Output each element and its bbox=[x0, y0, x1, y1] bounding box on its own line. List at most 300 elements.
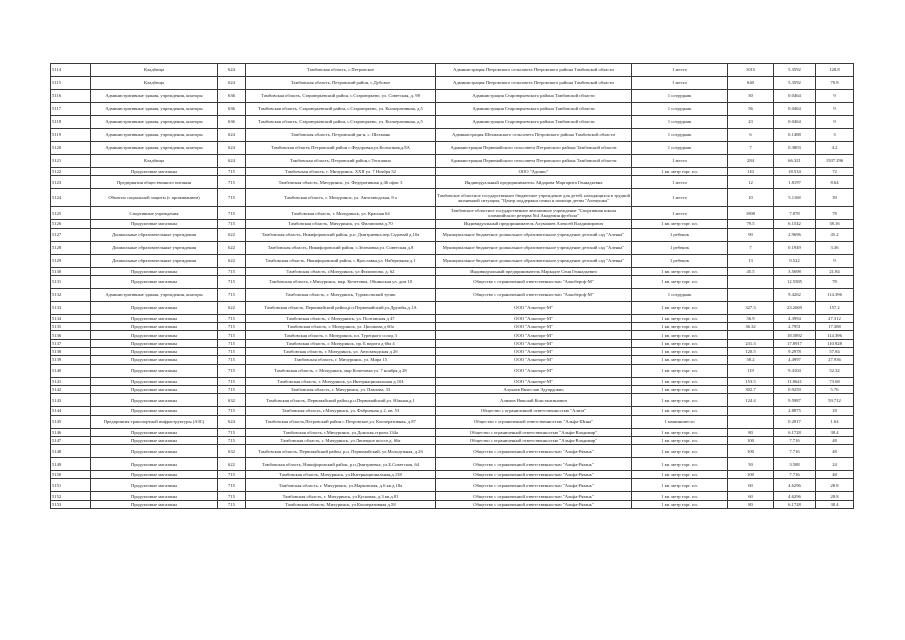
cell-norm-value: 0.0464 bbox=[774, 103, 816, 116]
cell-row-number: 5140 bbox=[51, 364, 91, 377]
table-row bbox=[51, 339, 854, 347]
cell-quantity: 58.2 bbox=[728, 356, 774, 364]
cell-norm-value: 0.1488 bbox=[774, 129, 816, 142]
table-row bbox=[51, 348, 854, 356]
table-row bbox=[51, 458, 854, 471]
cell-norm-value: 4.3994 bbox=[774, 314, 816, 322]
table-row bbox=[51, 220, 854, 228]
cell-annual-volume: 157.2 bbox=[816, 301, 854, 314]
cell-object-category: Кладбища bbox=[91, 155, 218, 168]
cell-quantity bbox=[728, 288, 774, 301]
cell-annual-volume: 78 bbox=[816, 275, 854, 288]
cell-object-category: Административные здания, учреждения, конторы bbox=[91, 129, 218, 142]
cell-row-number: 5128 bbox=[51, 241, 91, 254]
cell-unit: 1 сотрудник bbox=[632, 142, 728, 155]
cell-address: Тамбовская область, г. Мичуринск, ул.Интернациональная д.104 bbox=[246, 377, 436, 385]
cell-quantity: 284 bbox=[728, 155, 774, 168]
cell-code: 715 bbox=[218, 348, 246, 356]
cell-row-number: 5115 bbox=[51, 77, 91, 90]
cell-code: 622 bbox=[218, 228, 246, 241]
cell-object-category: Продуктовые магазины bbox=[91, 428, 218, 436]
cell-annual-volume: 9 bbox=[816, 254, 854, 267]
cell-address: Тамбовская область, г.Мичуринск, мкр. Кочетовка, Обнинская ул. дом 10 bbox=[246, 275, 436, 288]
cell-row-number: 5138 bbox=[51, 348, 91, 356]
cell-row-number: 5135 bbox=[51, 323, 91, 331]
cell-quantity bbox=[728, 331, 774, 339]
table-row bbox=[51, 385, 854, 393]
cell-address: Тамбовская область, г. Мичуринск, ул. Полтавская д 47 bbox=[246, 314, 436, 322]
cell-unit: 1 кв. метр торг. пл. bbox=[632, 385, 728, 393]
cell-unit: 1 сотрудник bbox=[632, 116, 728, 129]
table-row bbox=[51, 471, 854, 479]
cell-annual-volume: 114.396 bbox=[816, 288, 854, 301]
cell-row-number: 5132 bbox=[51, 288, 91, 301]
cell-annual-volume: 48 bbox=[816, 445, 854, 458]
cell-code: 715 bbox=[218, 492, 246, 500]
cell-organization: ООО "Алкоторг-М" bbox=[436, 356, 632, 364]
table-row bbox=[51, 445, 854, 458]
cell-organization: Муниципальное бюджетное дошкольное образовательное учреждение детский сад "Аленка" bbox=[436, 254, 632, 267]
cell-code: 622 bbox=[218, 254, 246, 267]
cell-quantity: 50 bbox=[728, 458, 774, 471]
cell-address: Тамбовская область, Староюрьевский район, с.Староюрьево, ул. Кооперативная, д.5 bbox=[246, 116, 436, 129]
cell-norm-value: 3.5698 bbox=[774, 267, 816, 275]
cell-code: 715 bbox=[218, 428, 246, 436]
cell-address: Тамбовская область, Петровский рн-н, с. Шехмань bbox=[246, 129, 436, 142]
cell-norm-value: 0.0464 bbox=[774, 90, 816, 103]
table-row bbox=[51, 228, 854, 241]
cell-annual-volume: 5.76 bbox=[816, 385, 854, 393]
cell-quantity: 302.7 bbox=[728, 385, 774, 393]
cell-organization: Администрация Первомайского сельсовета Петровского района Тамбовской области bbox=[436, 142, 632, 155]
cell-object-category: Продуктовые магазины bbox=[91, 458, 218, 471]
cell-row-number: 5133 bbox=[51, 301, 91, 314]
cell-quantity: 36.32 bbox=[728, 323, 774, 331]
cell-object-category: Продуктовые магазины bbox=[91, 331, 218, 339]
cell-norm-value: 9.5987 bbox=[774, 394, 816, 407]
cell-row-number: 5126 bbox=[51, 220, 91, 228]
cell-address: Тамбовская область, г. Мичуринск, ул. Автозаводская д 2б bbox=[246, 348, 436, 356]
cell-annual-volume: 70.8 bbox=[816, 77, 854, 90]
cell-norm-value: 18.5892 bbox=[774, 331, 816, 339]
cell-quantity: 30 bbox=[728, 90, 774, 103]
cell-quantity: 7 bbox=[728, 142, 774, 155]
cell-code: 622 bbox=[218, 241, 246, 254]
cell-organization: Общество с ограниченной ответственностью "Алита" bbox=[436, 407, 632, 415]
cell-address: Тамбовская область, Первомайский район, р.п. Первомайский, ул.Молодежная, д.2б bbox=[246, 445, 436, 458]
cell-quantity bbox=[728, 275, 774, 288]
cell-organization: Алимов Николай Константинович bbox=[436, 394, 632, 407]
cell-address: Тамбовская область, г. Мичуринск, пр. Б ворота д 66а 4 bbox=[246, 339, 436, 347]
cell-row-number: 5153 bbox=[51, 500, 91, 508]
cell-code: 715 bbox=[218, 314, 246, 322]
cell-norm-value: 4.4997 bbox=[774, 356, 816, 364]
cell-organization: Общество с ограниченной ответственностью "Альфа-Владимир" bbox=[436, 436, 632, 444]
cell-quantity: 119 bbox=[728, 364, 774, 377]
cell-row-number: 5125 bbox=[51, 207, 91, 220]
cell-unit: 1 кв. метр торг. пл. bbox=[632, 348, 728, 356]
cell-organization: Администрация Староюрьевского района Тамбовской области bbox=[436, 103, 632, 116]
cell-organization: Администрация Староюрьевского района Тамбовской области bbox=[436, 90, 632, 103]
cell-annual-volume: 78 bbox=[816, 207, 854, 220]
cell-organization: Алукаев Вячеслав Эдуардович bbox=[436, 385, 632, 393]
cell-norm-value: 17.8917 bbox=[774, 339, 816, 347]
cell-address: Тамбовская область, г. Мичуринск, ул. Автозаводская, 8 а bbox=[246, 189, 436, 207]
cell-annual-volume: 9 bbox=[816, 103, 854, 116]
cell-quantity: 120.5 bbox=[728, 348, 774, 356]
cell-unit: 1 кв. метр торг. пл. bbox=[632, 323, 728, 331]
cell-organization: Общество с ограниченной ответственностью "Алкоберсф-М" bbox=[436, 288, 632, 301]
cell-organization: Индивидуальный предприниматель Маркадзе Сеня Геннадьевич bbox=[436, 267, 632, 275]
cell-code: 715 bbox=[218, 385, 246, 393]
cell-row-number: 5124 bbox=[51, 189, 91, 207]
cell-unit: 1 ребенок bbox=[632, 228, 728, 241]
cell-code: 715 bbox=[218, 339, 246, 347]
table-row bbox=[51, 64, 854, 77]
cell-norm-value: 9.2978 bbox=[774, 348, 816, 356]
cell-row-number: 5142 bbox=[51, 385, 91, 393]
cell-organization: Администрация Петровского сельсовета Петровского района Тамбовской области bbox=[436, 64, 632, 77]
cell-row-number: 5143 bbox=[51, 394, 91, 407]
cell-quantity: 1015 bbox=[728, 64, 774, 77]
document-page bbox=[50, 63, 853, 509]
cell-row-number: 5146 bbox=[51, 428, 91, 436]
cell-quantity: 6 bbox=[728, 129, 774, 142]
cell-norm-value: 4.6296 bbox=[774, 479, 816, 492]
cell-row-number: 5129 bbox=[51, 254, 91, 267]
cell-unit: 1 сотрудник bbox=[632, 103, 728, 116]
cell-norm-value: 9.4262 bbox=[774, 288, 816, 301]
cell-address: Тамбовская область, г.Мичуринск, ул.Донская,строен.134а bbox=[246, 428, 436, 436]
cell-code: 715 bbox=[218, 275, 246, 288]
cell-quantity: 45.5 bbox=[728, 267, 774, 275]
table-row bbox=[51, 436, 854, 444]
cell-unit: 1 кв. метр торг. пл. bbox=[632, 471, 728, 479]
cell-norm-value: 1.8197 bbox=[774, 176, 816, 189]
cell-unit: 1 место bbox=[632, 155, 728, 168]
table-row bbox=[51, 407, 854, 415]
cell-annual-volume: 28.8 bbox=[816, 479, 854, 492]
cell-code: 632 bbox=[218, 394, 246, 407]
cell-row-number: 5118 bbox=[51, 116, 91, 129]
cell-annual-volume: 114.396 bbox=[816, 331, 854, 339]
cell-row-number: 5117 bbox=[51, 103, 91, 116]
cell-row-number: 5139 bbox=[51, 356, 91, 364]
cell-object-category: Продуктовые магазины bbox=[91, 267, 218, 275]
cell-address: Тамбовская область, г. Мичуринск, ХХII ул. 7 Ноября 52 bbox=[246, 168, 436, 176]
cell-unit: 1 место bbox=[632, 176, 728, 189]
cell-annual-volume: 17.388 bbox=[816, 323, 854, 331]
cell-norm-value: 0.9259 bbox=[774, 385, 816, 393]
cell-address: Тамбовская область, Петровский район,с.Тепташно bbox=[246, 155, 436, 168]
cell-annual-volume: 38.4 bbox=[816, 500, 854, 508]
cell-unit: 1 кв. метр торг. пл. bbox=[632, 314, 728, 322]
table-row bbox=[51, 267, 854, 275]
cell-object-category: Кладбища bbox=[91, 77, 218, 90]
table-row bbox=[51, 116, 854, 129]
cell-row-number: 5122 bbox=[51, 168, 91, 176]
cell-unit: 1 кв. метр торг. пл. bbox=[632, 331, 728, 339]
cell-quantity: 110 bbox=[728, 168, 774, 176]
table-row bbox=[51, 288, 854, 301]
cell-address: Тамбовская область, г. Мичуринск, Турмасовский тупик bbox=[246, 288, 436, 301]
cell-quantity bbox=[728, 407, 774, 415]
cell-annual-volume: 27.312 bbox=[816, 314, 854, 322]
table-row bbox=[51, 500, 854, 508]
cell-organization: Тамбовское областное государственное бюджетное учреждение для детей, находящихся в трудной жизненной ситуации, "Центр поддержки семьи и помощи детям "Аленушка" bbox=[436, 189, 632, 207]
table-row bbox=[51, 428, 854, 436]
cell-address: Тамбовская область, Первомайский район,р.п.Первомайский,ул. Южная,д.1 bbox=[246, 394, 436, 407]
cell-code: 636 bbox=[218, 103, 246, 116]
cell-object-category: Продуктовые магазины bbox=[91, 407, 218, 415]
table-row bbox=[51, 155, 854, 168]
cell-organization: Общество с ограниченной ответственностью "Альфа-Рязань" bbox=[436, 500, 632, 508]
cell-object-category: Административные здания, учреждения, конторы bbox=[91, 288, 218, 301]
cell-organization: Муниципальное бюджетное дошкольное образовательное учреждение детский сад "Аленка" bbox=[436, 241, 632, 254]
cell-annual-volume: 45.2 bbox=[816, 228, 854, 241]
cell-unit: 1 сотрудник bbox=[632, 90, 728, 103]
cell-annual-volume: 27.936 bbox=[816, 356, 854, 364]
cell-unit: 1 кв. метр торг. пл. bbox=[632, 364, 728, 377]
cell-annual-volume: 59.712 bbox=[816, 394, 854, 407]
table-row bbox=[51, 377, 854, 385]
cell-norm-value: 6.1728 bbox=[774, 500, 816, 508]
cell-object-category: Продуктовые магазины bbox=[91, 479, 218, 492]
cell-annual-volume: 52.32 bbox=[816, 364, 854, 377]
cell-code: 715 bbox=[218, 267, 246, 275]
cell-norm-value: 7.716 bbox=[774, 471, 816, 479]
cell-annual-volume: 3.36 bbox=[816, 241, 854, 254]
cell-unit: 1 кв. метр торг. пл. bbox=[632, 492, 728, 500]
cell-address: Тамбовская область, Никифоровский район, с.Зеленовка,ул. Советская д.8 bbox=[246, 241, 436, 254]
cell-row-number: 5116 bbox=[51, 90, 91, 103]
cell-norm-value: 11.8641 bbox=[774, 377, 816, 385]
cell-address: Тамбовская область, г. Мичуринск, мкр Кочетовка ул. 7 ноября д 28 bbox=[246, 364, 436, 377]
cell-object-category: Продуктовые магазины bbox=[91, 364, 218, 377]
cell-quantity: 13 bbox=[728, 254, 774, 267]
table-row bbox=[51, 364, 854, 377]
cell-quantity: 23 bbox=[728, 116, 774, 129]
cell-norm-value: 2.8875 bbox=[774, 407, 816, 415]
table-row bbox=[51, 77, 854, 90]
table-row bbox=[51, 189, 854, 207]
cell-annual-volume: 3 bbox=[816, 129, 854, 142]
cell-unit: 1 место bbox=[632, 207, 728, 220]
cell-quantity: 231.3 bbox=[728, 339, 774, 347]
cell-unit: 1 кв. метр торг. пл. bbox=[632, 479, 728, 492]
cell-row-number: 5130 bbox=[51, 267, 91, 275]
cell-norm-value: 7.716 bbox=[774, 436, 816, 444]
cell-address: Тамбовская область, г. Мичуринск, ул.Кусковая, д.3 кв.д.81 bbox=[246, 492, 436, 500]
cell-quantity: 100 bbox=[728, 471, 774, 479]
cell-object-category: Продуктовые магазины bbox=[91, 500, 218, 508]
cell-unit: 1 кв. метр торг. пл. bbox=[632, 436, 728, 444]
cell-code: 622 bbox=[218, 301, 246, 314]
cell-unit: 1 кв. метр торг. пл. bbox=[632, 356, 728, 364]
cell-organization: Администрация Петровского сельсовета Петровского района Тамбовской области bbox=[436, 77, 632, 90]
table-row bbox=[51, 275, 854, 288]
cell-row-number: 5145 bbox=[51, 415, 91, 428]
cell-organization: Общество с ограниченной ответственностью "Альфа-Рязань" bbox=[436, 492, 632, 500]
cell-code: 636 bbox=[218, 116, 246, 129]
cell-norm-value: 5.3592 bbox=[774, 77, 816, 90]
cell-object-category: Дошкольные образовательные учреждения bbox=[91, 254, 218, 267]
cell-object-category: Продуктовые магазины bbox=[91, 377, 218, 385]
table-row bbox=[51, 492, 854, 500]
cell-object-category: Продуктовые магазины bbox=[91, 168, 218, 176]
cell-annual-volume: 21.84 bbox=[816, 267, 854, 275]
cell-quantity: 60 bbox=[728, 479, 774, 492]
table-row bbox=[51, 356, 854, 364]
cell-row-number: 5141 bbox=[51, 377, 91, 385]
cell-object-category: Продуктовые магазины bbox=[91, 339, 218, 347]
cell-unit: 1 сотрудник bbox=[632, 129, 728, 142]
cell-norm-value: 7.716 bbox=[774, 445, 816, 458]
cell-address: Тамбовская область Петровский район с.Федоровка,ул.Колхозная,д.8А bbox=[246, 142, 436, 155]
cell-norm-value: 3.588 bbox=[774, 458, 816, 471]
cell-object-category: Продуктовые магазины bbox=[91, 275, 218, 288]
cell-code: 715 bbox=[218, 436, 246, 444]
cell-row-number: 5136 bbox=[51, 331, 91, 339]
cell-unit: 1 кв. метр торг. пл. bbox=[632, 445, 728, 458]
table-row bbox=[51, 331, 854, 339]
cell-organization: ООО "Адонис" bbox=[436, 168, 632, 176]
cell-quantity: 60 bbox=[728, 492, 774, 500]
cell-annual-volume: 9 bbox=[816, 116, 854, 129]
cell-object-category: Предприятия транспортной инфраструктуры (АЗС) bbox=[91, 415, 218, 428]
cell-quantity: 90 bbox=[728, 228, 774, 241]
cell-unit: 1 кв. метр торг. пл. bbox=[632, 339, 728, 347]
cell-row-number: 5134 bbox=[51, 314, 91, 322]
cell-annual-volume: 38.4 bbox=[816, 428, 854, 436]
cell-organization: ООО "Алкоторг-М" bbox=[436, 301, 632, 314]
cell-unit: 1 кв. метр торг. пл. bbox=[632, 458, 728, 471]
cell-row-number: 5152 bbox=[51, 492, 91, 500]
cell-row-number: 5147 bbox=[51, 436, 91, 444]
cell-norm-value: 6.1728 bbox=[774, 428, 816, 436]
cell-organization: ООО "Алкоторг-М" bbox=[436, 339, 632, 347]
cell-code: 624 bbox=[218, 64, 246, 77]
cell-organization: Индивидуальный предприниматель Айдарова Маргарита Геннадьевна bbox=[436, 176, 632, 189]
cell-code: 715 bbox=[218, 364, 246, 377]
cell-norm-value: 7.878 bbox=[774, 207, 816, 220]
cell-object-category: Продуктовые магазины bbox=[91, 323, 218, 331]
cell-norm-value: 4.6296 bbox=[774, 492, 816, 500]
cell-address: Тамбовская область, г. Мичуринск, ул.Марковская, д.6 кв.д.18а bbox=[246, 479, 436, 492]
cell-annual-volume: 4.2 bbox=[816, 142, 854, 155]
cell-address: Тамбовская область, с.Петровское bbox=[246, 64, 436, 77]
table-row bbox=[51, 176, 854, 189]
cell-object-category: Дошкольные образовательные учреждения bbox=[91, 228, 218, 241]
cell-quantity: 80 bbox=[728, 428, 774, 436]
cell-annual-volume: 28.8 bbox=[816, 492, 854, 500]
cell-quantity: 100 bbox=[728, 445, 774, 458]
cell-organization: ООО "Алкоторг-М" bbox=[436, 348, 632, 356]
cell-address: Тамбовская область, Никифоровский район, с.Ярославка,ул. Набережная д.1 bbox=[246, 254, 436, 267]
cell-row-number: 5144 bbox=[51, 407, 91, 415]
cell-organization: ООО "Алкоторг-М" bbox=[436, 323, 632, 331]
cell-row-number: 5131 bbox=[51, 275, 91, 288]
cell-norm-value: 9.4104 bbox=[774, 364, 816, 377]
cell-code: 715 bbox=[218, 377, 246, 385]
cell-address: Тамбовская область,Петровский район с.Петровское,ул. Кооперативная, д.87 bbox=[246, 415, 436, 428]
cell-norm-value: 2.7951 bbox=[774, 323, 816, 331]
cell-quantity: 100 bbox=[728, 436, 774, 444]
cell-annual-volume: 38.16 bbox=[816, 220, 854, 228]
cell-unit: 1 кв. метр торг. пл. bbox=[632, 428, 728, 436]
cell-address: Тамбовская область, г.Мичуринск, ул. Фабричная д 2, кв. 53 bbox=[246, 407, 436, 415]
cell-organization: ООО "Алкоторг-М" bbox=[436, 377, 632, 385]
cell-row-number: 5151 bbox=[51, 479, 91, 492]
cell-code: 715 bbox=[218, 207, 246, 220]
cell-row-number: 5150 bbox=[51, 471, 91, 479]
table-row bbox=[51, 142, 854, 155]
cell-organization: Общество с ограниченной ответственностью "Альфа-Шина" bbox=[436, 415, 632, 428]
cell-code: 715 bbox=[218, 220, 246, 228]
cell-address: Тамбовская область, Первомайский район,р.п.Первомайский,ул.Дружбы,д.1А bbox=[246, 301, 436, 314]
cell-code: 715 bbox=[218, 500, 246, 508]
cell-organization: ООО "Алкоторг-М" bbox=[436, 314, 632, 322]
cell-row-number: 5127 bbox=[51, 228, 91, 241]
cell-organization: Общество с ограниченной ответственностью "Альфа-Рязань" bbox=[436, 445, 632, 458]
cell-address: Тамбовская область, Никифоровский район, р.п.Дмитриевка, ул.Б.Советская, 64 bbox=[246, 458, 436, 471]
cell-organization: Индивидуальный предприниматель Алумашев Алексей Владимирович bbox=[436, 220, 632, 228]
cell-address: Тамбовская область, Мичуринск, ул.Кооперативная д.58 bbox=[246, 500, 436, 508]
cell-norm-value: 0.0464 bbox=[774, 116, 816, 129]
cell-code: 715 bbox=[218, 176, 246, 189]
cell-unit: 1 кв. метр торг. пл. bbox=[632, 407, 728, 415]
cell-unit: 1 место bbox=[632, 64, 728, 77]
table-row bbox=[51, 415, 854, 428]
cell-row-number: 5148 bbox=[51, 445, 91, 458]
cell-object-category: Спортивные учреждения bbox=[91, 207, 218, 220]
table-row bbox=[51, 314, 854, 322]
cell-object-category: Административные здания, учреждения, конторы bbox=[91, 142, 218, 155]
cell-organization: Администрация Первомайского сельсовета Петровского района Тамбовской области bbox=[436, 155, 632, 168]
cell-norm-value: 6.1542 bbox=[774, 220, 816, 228]
cell-norm-value: 23.2669 bbox=[774, 301, 816, 314]
cell-organization: Общество с ограниченной ответственностью "Альфа-Владимир" bbox=[436, 428, 632, 436]
cell-object-category: Дошкольные образовательные учреждения bbox=[91, 241, 218, 254]
cell-code: 636 bbox=[218, 90, 246, 103]
cell-code: 715 bbox=[218, 168, 246, 176]
cell-annual-volume: 72 bbox=[816, 168, 854, 176]
cell-row-number: 5114 bbox=[51, 64, 91, 77]
cell-unit: 1 кв. метр торг. пл. bbox=[632, 168, 728, 176]
cell-norm-value: 12.5585 bbox=[774, 275, 816, 288]
cell-norm-value: 18.534 bbox=[774, 168, 816, 176]
table-row bbox=[51, 103, 854, 116]
cell-unit: 1 машиноместо bbox=[632, 415, 728, 428]
cell-object-category: Продуктовые магазины bbox=[91, 492, 218, 500]
table-row bbox=[51, 90, 854, 103]
cell-quantity: 7 bbox=[728, 241, 774, 254]
cell-address: Тамбовская область, г. Мичуринск, ул. Красная 64 bbox=[246, 207, 436, 220]
cell-code: 715 bbox=[218, 407, 246, 415]
cell-quantity: 124.4 bbox=[728, 394, 774, 407]
cell-object-category: Продуктовые магазины bbox=[91, 348, 218, 356]
cell-norm-value: 0.522 bbox=[774, 254, 816, 267]
cell-address: Тамбовская область, г. Мичуринск, ул. Павлова, 33 bbox=[246, 385, 436, 393]
cell-annual-volume: 57.84 bbox=[816, 348, 854, 356]
cell-norm-value: 0.1949 bbox=[774, 241, 816, 254]
cell-object-category: Предприятия общественного питания bbox=[91, 176, 218, 189]
cell-organization: Муниципальное бюджетное дошкольное образовательное учреждение детский сад "Аленка" bbox=[436, 228, 632, 241]
cell-object-category: Продуктовые магазины bbox=[91, 471, 218, 479]
table-row bbox=[51, 479, 854, 492]
cell-quantity: 640 bbox=[728, 77, 774, 90]
cell-annual-volume: 128.8 bbox=[816, 64, 854, 77]
